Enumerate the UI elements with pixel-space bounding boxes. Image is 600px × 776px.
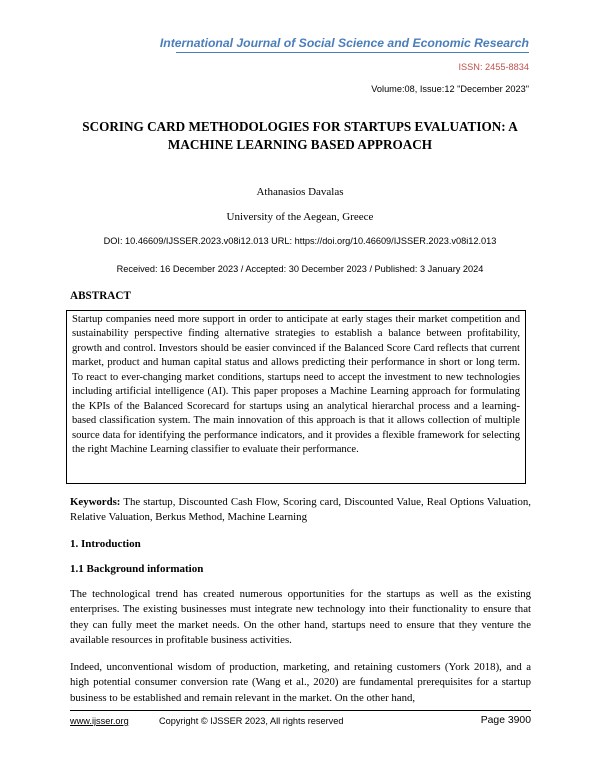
abstract-text: Startup companies need more support in order to anticipate at early stages their market competition and sustainability perspective finding alternative strategies to establish a balance between profitability, growth and control. Investors should be easier convinced if the Balanced Score Card reflects that current market, product and human capital status and allows predicting their performance in short or long term. To react to ever-changing market conditions, startups need to accept the investment to new technologies including artificial intelligence (AI). This paper proposes a Machine Learning approach for formulating the KPIs of the Balanced Scorecard for startups using an analytical hierarchal process and a learning-based classification system. The main innovation of this approach is that it allows collection of multiple source data for identifying the performance indicators, and it provides a flexible framework for selecting the right Machine Learning classifier to evaluate their performance. (72, 314, 520, 456)
doi-line: DOI: 10.46609/IJSSER.2023.v08i12.013 URL: https://doi.org/10.46609/IJSSER.2023.v08i12.013 (103, 236, 497, 246)
keywords-label: Keywords: (70, 496, 121, 508)
header-rule (176, 52, 529, 53)
keywords-text: The startup, Discounted Cash Flow, Scoring card, Discounted Value, Real Options Valuation, Relative Valuation, Berkus Method, Machine Learning (70, 496, 531, 523)
author-affiliation: University of the Aegean, Greece (226, 211, 374, 223)
section-heading-introduction: 1. Introduction (70, 538, 141, 550)
volume-issue: Volume:08, Issue:12 "December 2023" (371, 84, 529, 94)
keywords (70, 495, 531, 525)
subsection-heading-background: 1.1 Background information (70, 563, 204, 575)
footer-rule (70, 710, 531, 711)
journal-title: International Journal of Social Science and Economic Research (159, 36, 529, 50)
copyright-notice: Copyright © IJSSER 2023, All rights reserved (159, 716, 344, 726)
body-paragraph: The technological trend has created numerous opportunities for the startups as well as the existing enterprises. The existing businesses must integrate new technology into their functionality to ensure that they can fully meet the market needs. On the other hand, startups need to ensure that they venture the available resources in profitable business activities. (70, 588, 531, 646)
abstract-box (66, 310, 526, 484)
journal-website-link[interactable]: www.ijsser.org (70, 716, 129, 726)
abstract-heading: ABSTRACT (70, 290, 131, 302)
page-number: Page 3900 (480, 715, 531, 726)
publication-dates: Received: 16 December 2023 / Accepted: 30 December 2023 / Published: 3 January 2024 (116, 264, 484, 274)
author-name: Athanasios Davalas (256, 186, 344, 198)
body-paragraph: Indeed, unconventional wisdom of production, marketing, and retaining customers (York 2018), and a high potential consumer conversion rate (Wang et al., 2020) are fundamental prerequisites for a startup business to be established and remain relevant in the market. On the other hand, (70, 661, 531, 704)
article-title: SCORING CARD METHODOLOGIES FOR STARTUPS EVALUATION: A MACHINE LEARNING BASED APPROACH (82, 119, 518, 152)
issn: ISSN: 2455-8834 (458, 62, 529, 72)
